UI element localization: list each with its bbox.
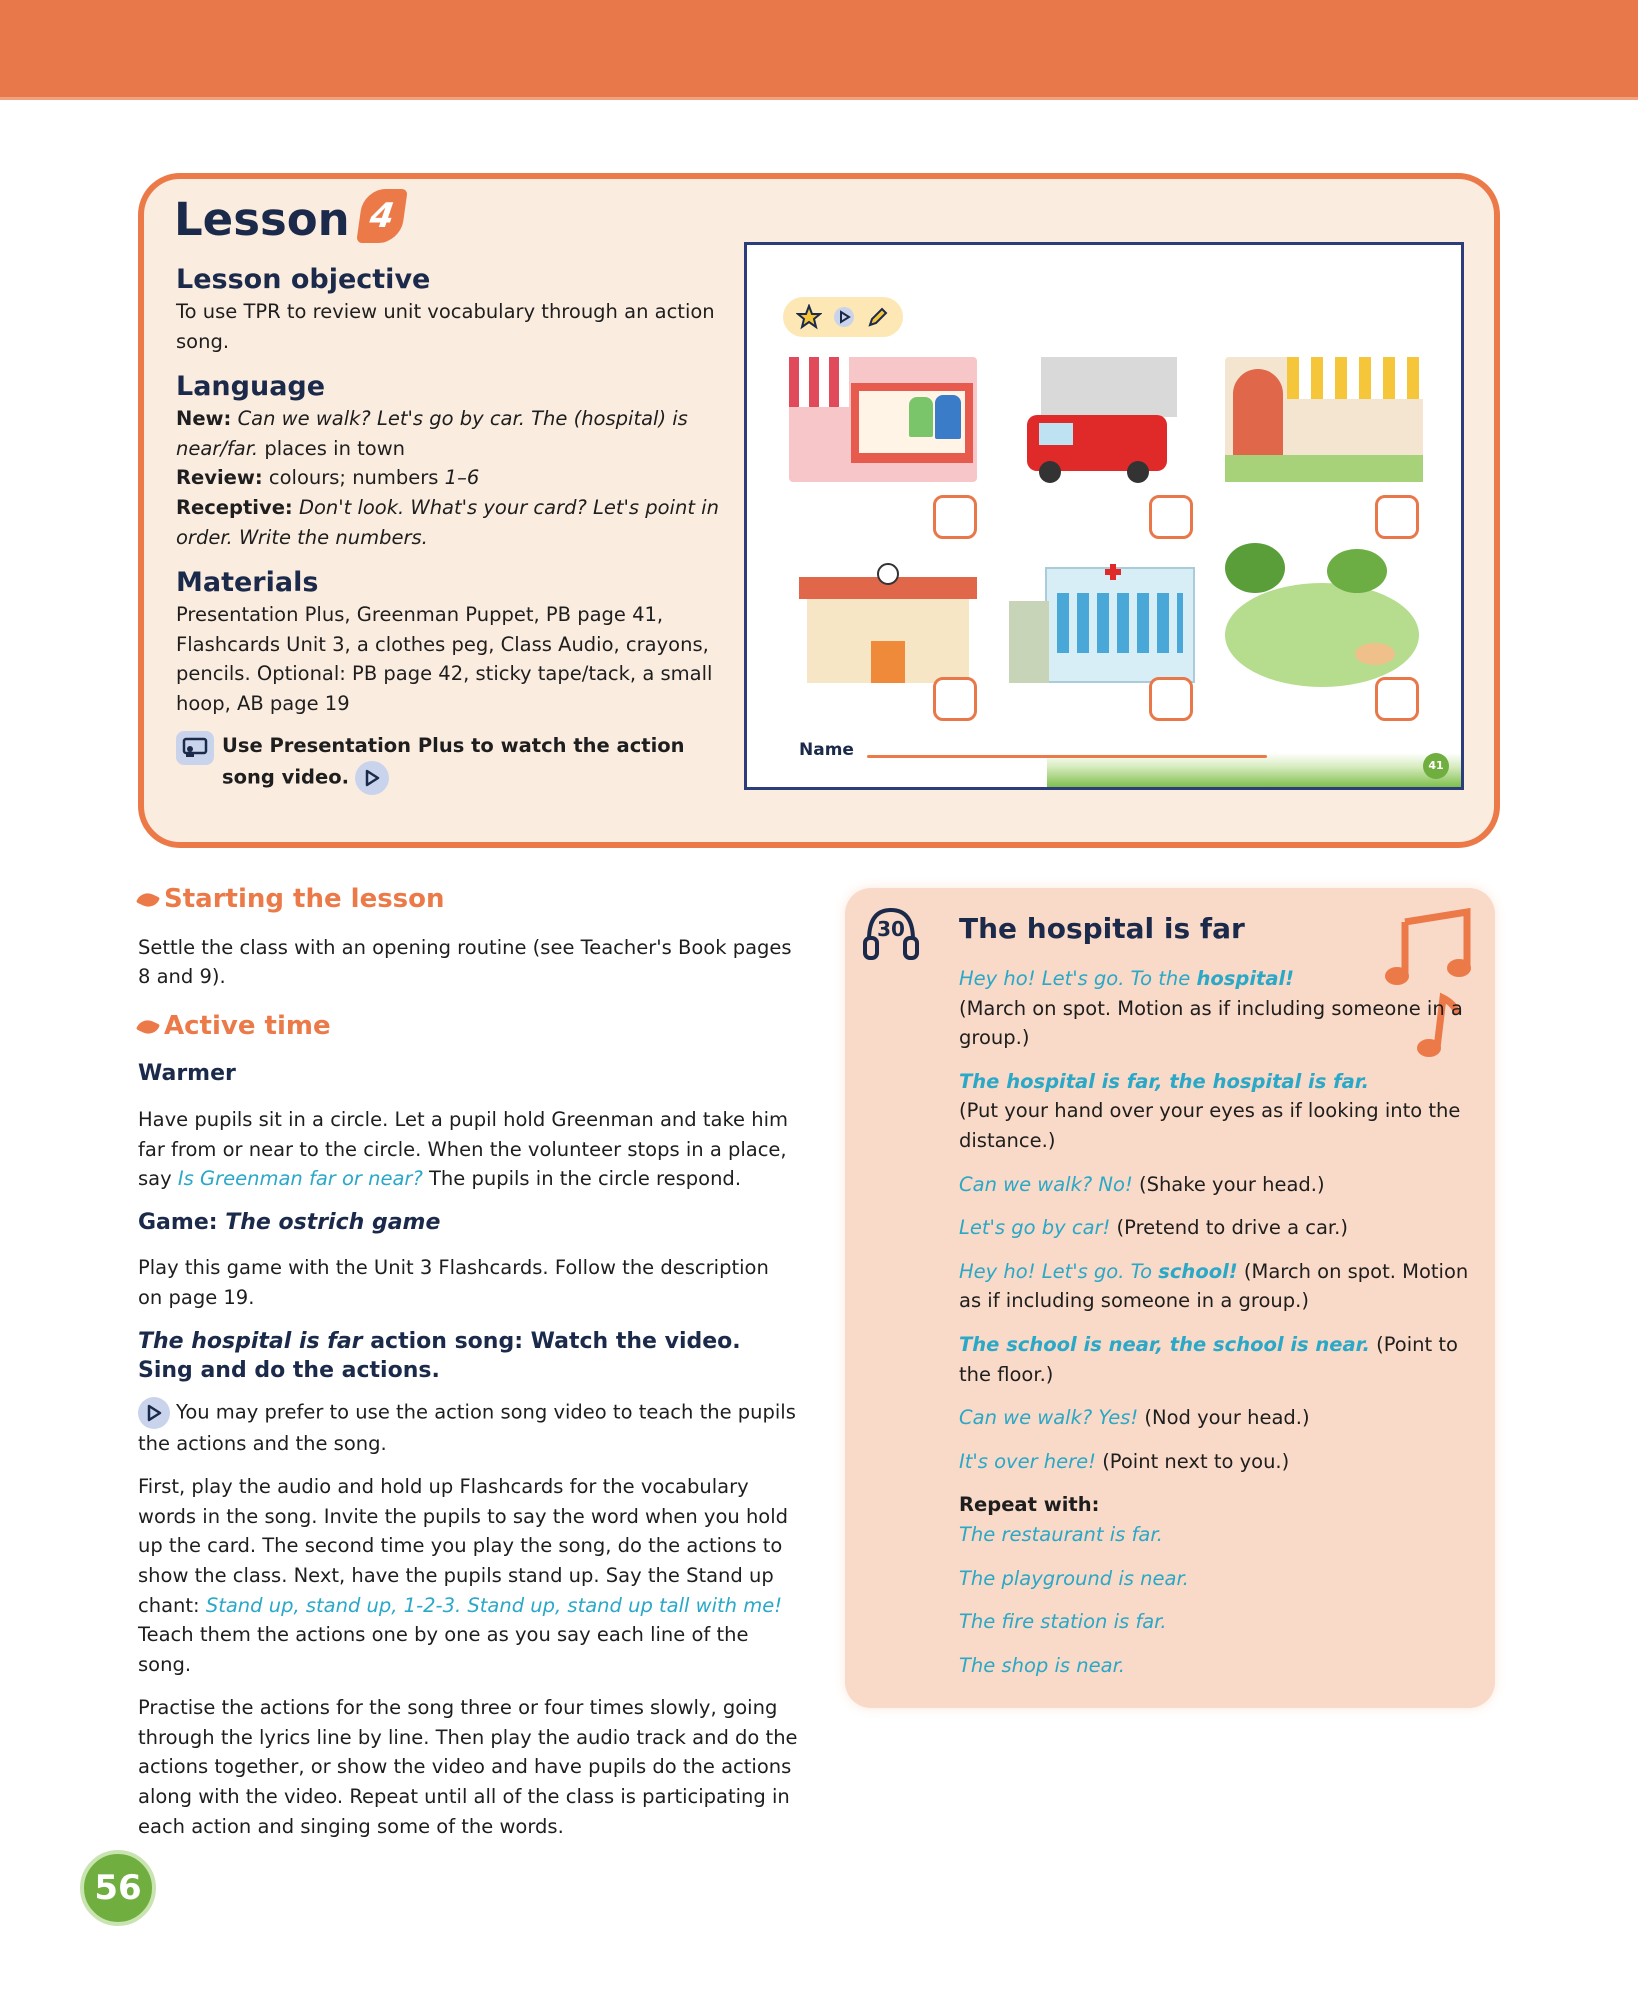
lesson-info <box>176 263 736 795</box>
repeat-1: The restaurant is far. <box>959 1522 1163 1546</box>
lyric-7c: (Nod your head.) <box>1138 1406 1310 1430</box>
language-new <box>176 404 736 463</box>
restaurant-picture <box>1225 357 1423 482</box>
objective-heading: Lesson objective <box>176 264 431 295</box>
pp-text <box>222 731 736 795</box>
fire-station-picture <box>1017 357 1177 482</box>
language-heading: Language <box>176 371 326 403</box>
repeat-line <box>959 1607 1479 1637</box>
para1-a: First, play the audio and hold up Flashcards for the vocabulary words in the song. Invite the pupils to say the word when you hold up the card. The second time you play the song, do the actions to show the class. Next, have the pupils stand up. Say the Stand up chant: <box>138 1475 789 1617</box>
new-italic: Can we walk? Let's go by car. The (hospital) is near/far. <box>176 407 688 460</box>
lyric-4a: Let's go by car! <box>959 1216 1111 1240</box>
game-text: Play this game with the Unit 3 Flashcards. Follow the description on page 19. <box>138 1256 769 1309</box>
lyric-3c: (Shake your head.) <box>1132 1172 1325 1196</box>
warmer-heading: Warmer <box>138 1061 236 1087</box>
warmer-a: Have pupils sit in a circle. Let a pupil hold Greenman and take him far from or near to the circle. When the volunteer stops in a place, say <box>138 1107 789 1191</box>
new-plain: places in town <box>264 436 406 460</box>
objective-text: To use TPR to review unit vocabulary through an action song. <box>176 300 715 353</box>
lyric-line <box>959 964 1479 1053</box>
page-number: 56 <box>80 1850 156 1926</box>
pencil-icon <box>866 305 890 329</box>
play-video-icon[interactable] <box>355 761 389 795</box>
repeat-line <box>959 1651 1479 1681</box>
active-heading <box>138 1012 798 1042</box>
song-lyrics-box <box>845 888 1495 1708</box>
starting-text: Settle the class with an opening routine (see Teacher's Book pages 8 and 9). <box>138 935 792 989</box>
lyric-2c: (Put your hand over your eyes as if looking into the distance.) <box>959 1099 1461 1152</box>
checkbox-3[interactable] <box>1375 495 1419 539</box>
starting-heading-text: Starting the lesson <box>164 884 445 914</box>
lyric-5a: Hey ho! Let's go. To <box>959 1259 1159 1283</box>
lyric-line <box>959 1447 1479 1477</box>
playground-picture <box>1215 543 1429 693</box>
leaf-icon <box>136 889 160 910</box>
checkbox-2[interactable] <box>1149 495 1193 539</box>
lesson-title <box>174 193 404 246</box>
repeat-label-text: Repeat with: <box>959 1493 1100 1517</box>
shop-picture <box>789 357 977 482</box>
materials-heading: Materials <box>176 567 319 599</box>
track-number: 30 <box>877 917 905 941</box>
play-video-icon[interactable] <box>138 1397 170 1429</box>
pb-page-number: 41 <box>1423 753 1449 779</box>
lyric-2a: The hospital is far, the hospital is far. <box>959 1069 1370 1093</box>
repeat-line <box>959 1564 1479 1594</box>
para1-b: Teach them the actions one by one as you say each line of the song. <box>138 1623 749 1676</box>
lyric-1c: (March on spot. Motion as if including someone in a group.) <box>959 996 1463 1050</box>
song-heading-b: action song: Watch the video. Sing and do the actions. <box>138 1328 741 1383</box>
review-text: colours; numbers <box>268 466 445 490</box>
game-heading-b: The ostrich game <box>225 1209 441 1235</box>
presentation-plus-note[interactable] <box>176 731 736 795</box>
lyric-1a: Hey ho! Let's go. To the <box>959 967 1197 990</box>
lyric-3a: Can we walk? No! <box>959 1172 1133 1196</box>
lyric-6c: (Point to the floor.) <box>959 1332 1458 1386</box>
lyric-8a: It's over here! <box>959 1449 1096 1473</box>
pupil-book-page-thumbnail <box>744 242 1464 790</box>
instructions-para-1 <box>138 1472 798 1679</box>
active-heading-text: Active time <box>164 1010 331 1041</box>
teaching-notes <box>138 885 798 1855</box>
lyric-8c: (Point next to you.) <box>1096 1449 1290 1473</box>
headphones-icon[interactable] <box>859 900 923 964</box>
top-banner <box>0 0 1638 100</box>
repeat-label <box>959 1490 1479 1520</box>
name-line <box>867 755 1267 758</box>
instructions-para-2: Practise the actions for the song three or four times slowly, going through the lyrics line by line. Then play the audio track and do the actions together, or show the video and have pupils do the actions along with the video. Repeat until all of the class is participating in each action and singing some of the words. <box>138 1696 798 1838</box>
lyric-5b: school! <box>1158 1259 1238 1283</box>
language-review <box>176 463 736 493</box>
star-icon <box>796 304 822 330</box>
video-text <box>138 1397 798 1459</box>
lyric-line <box>959 1257 1479 1316</box>
lyric-line <box>959 1213 1479 1243</box>
warmer-question: Is Greenman far or near? <box>177 1167 423 1191</box>
checkbox-1[interactable] <box>933 495 977 539</box>
play-icon <box>832 305 856 329</box>
repeat-4: The shop is near. <box>959 1653 1125 1677</box>
lesson-box <box>138 173 1500 848</box>
receptive-text: Don't look. What's your card? Let's point in order. Write the numbers. <box>176 495 719 549</box>
checkbox-5[interactable] <box>1149 677 1193 721</box>
new-label: New: <box>176 407 232 431</box>
pp-text-body: Use Presentation Plus to watch the action song video. <box>222 733 685 789</box>
song-activity-heading <box>138 1327 798 1385</box>
materials-text: Presentation Plus, Greenman Puppet, PB page 41, Flashcards Unit 3, a clothes peg, Class Audio, crayons, pencils. Optional: PB page 42, sticky tape/tack, a small hoop, AB page 19 <box>176 603 713 715</box>
lyric-4c: (Pretend to drive a car.) <box>1110 1216 1348 1240</box>
video-text-body: You may prefer to use the action song video to teach the pupils the actions and the song. <box>138 1400 796 1455</box>
game-heading-a: Game: <box>138 1209 226 1235</box>
repeat-line <box>959 1520 1479 1550</box>
leaf-icon <box>136 1016 160 1037</box>
lyric-6a: The school is near, the school is near. <box>959 1332 1370 1356</box>
receptive-label: Receptive: <box>176 495 293 519</box>
lyric-line <box>959 1067 1479 1156</box>
lyric-1b: hospital! <box>1196 967 1295 990</box>
lyric-line <box>959 1330 1479 1389</box>
para1-chant: Stand up, stand up, 1-2-3. Stand up, stand up tall with me! <box>205 1593 783 1617</box>
repeat-3: The fire station is far. <box>959 1610 1167 1634</box>
repeat-2: The playground is near. <box>959 1566 1189 1590</box>
activity-icons <box>783 297 903 337</box>
warmer-text <box>138 1105 798 1194</box>
language-receptive <box>176 493 736 552</box>
grass-decoration <box>1047 753 1461 787</box>
lesson-title-text: Lesson <box>174 193 350 246</box>
lyric-5c: (March on spot. Motion as if including someone in a group.) <box>959 1259 1469 1313</box>
checkbox-6[interactable] <box>1375 677 1419 721</box>
game-heading <box>138 1208 798 1238</box>
school-picture <box>799 563 977 683</box>
presentation-icon <box>176 731 214 765</box>
lyric-line <box>959 1403 1479 1433</box>
hospital-picture <box>1009 563 1195 683</box>
lyric-line <box>959 1170 1479 1200</box>
review-range: 1–6 <box>444 466 480 490</box>
song-heading-a: The hospital is far <box>138 1328 363 1354</box>
review-label: Review: <box>176 466 263 490</box>
name-label: Name <box>799 740 854 760</box>
lesson-number-badge: 4 <box>356 189 408 243</box>
starting-heading <box>138 885 798 915</box>
lyric-7a: Can we walk? Yes! <box>959 1406 1139 1430</box>
lyrics <box>959 964 1479 1694</box>
checkbox-4[interactable] <box>933 677 977 721</box>
song-title: The hospital is far <box>959 912 1245 945</box>
warmer-b: The pupils in the circle respond. <box>422 1167 742 1191</box>
